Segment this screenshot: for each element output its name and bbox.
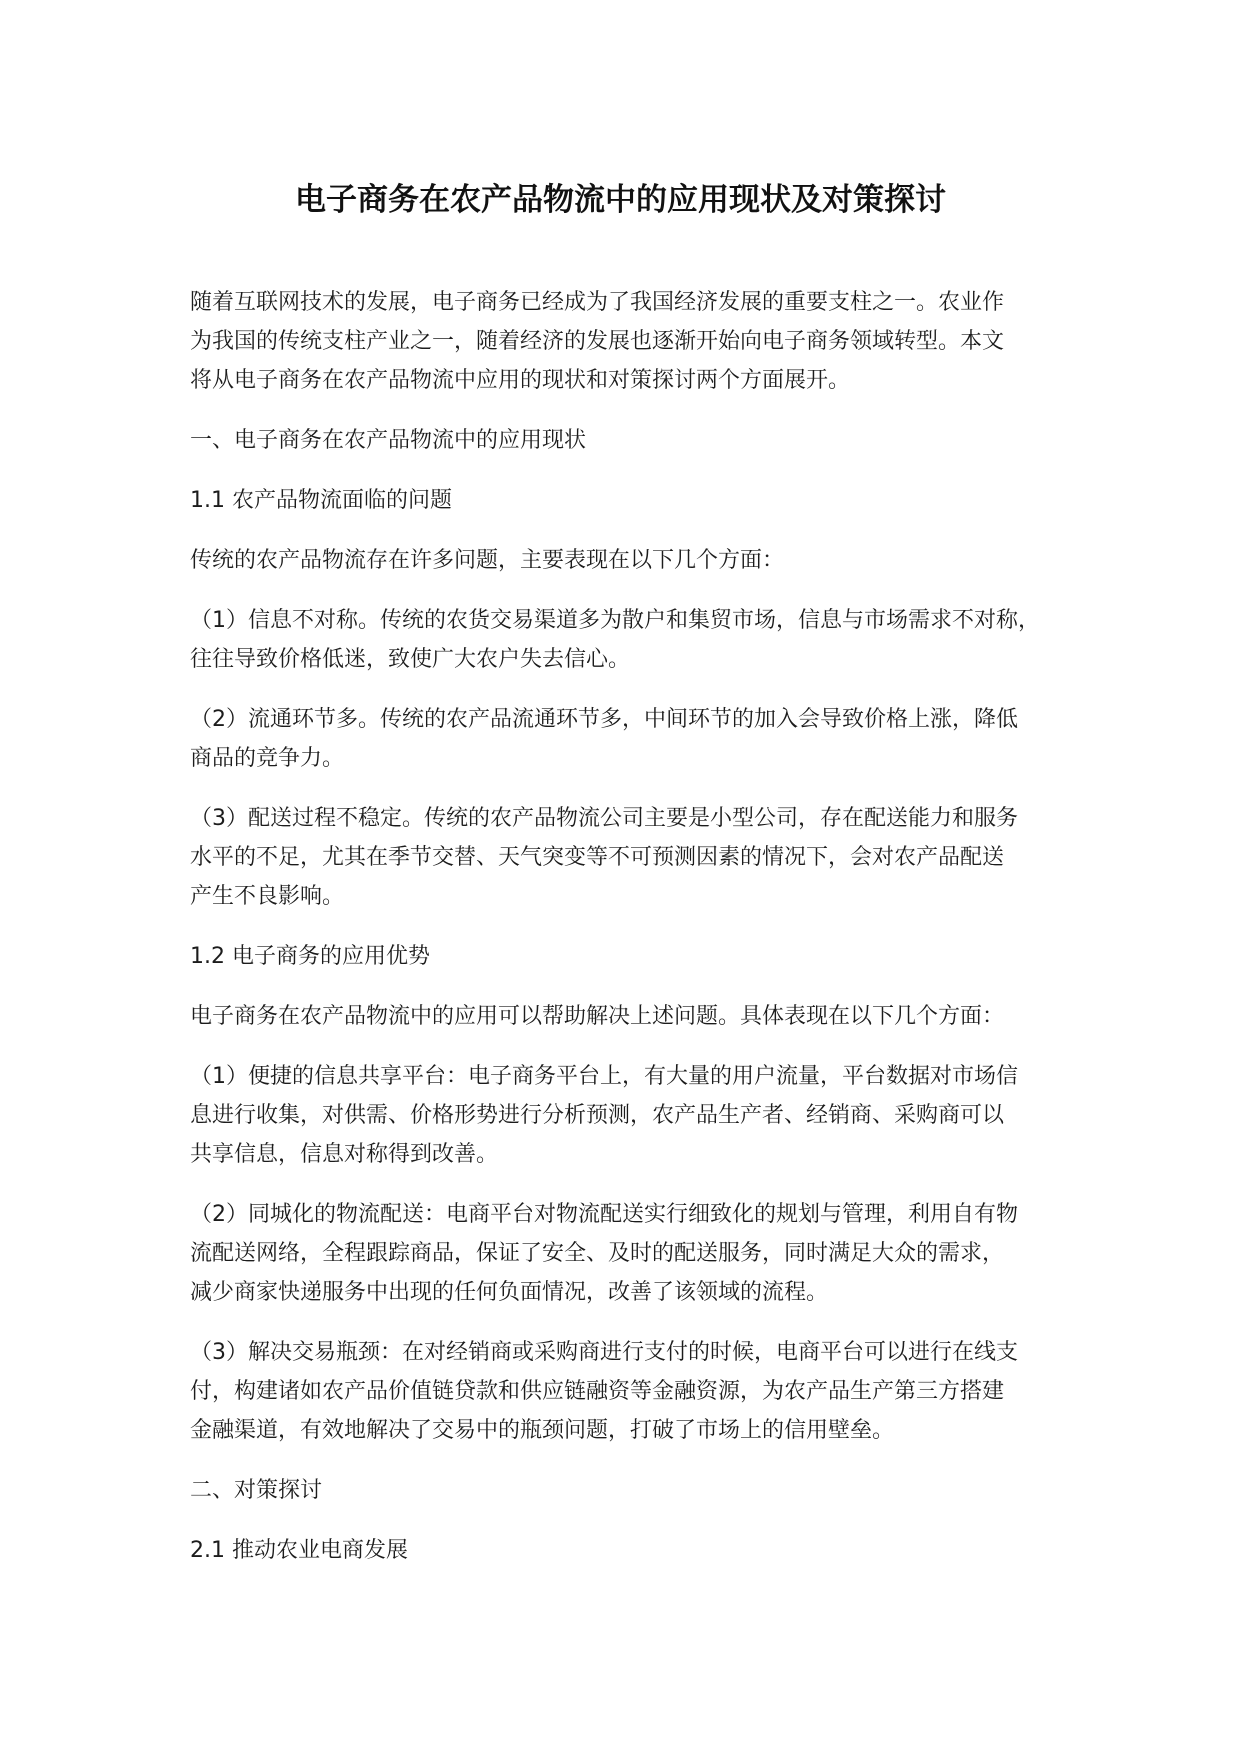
text-line: 2.1 推动农业电商发展	[190, 1538, 408, 1563]
text-line: 随着互联网技术的发展，电子商务已经成为了我国经济发展的重要支柱之一。农业作	[190, 290, 1005, 315]
text-line: 减少商家快递服务中出现的任何负面情况，改善了该领域的流程。	[190, 1280, 829, 1305]
text-line: 为我国的传统支柱产业之一，随着经济的发展也逐渐开始向电子商务领域转型。本文	[190, 329, 1005, 354]
text-line: 1.2 电子商务的应用优势	[190, 944, 430, 969]
paragraph-para-1-1-intro	[190, 541, 1080, 580]
text-line: （3）配送过程不稳定。传统的农产品物流公司主要是小型公司，存在配送能力和服务	[190, 806, 1018, 831]
paragraph-para-1-1-2	[190, 700, 1080, 778]
document-body	[190, 283, 1080, 1591]
text-line: 金融渠道，有效地解决了交易中的瓶颈问题，打破了市场上的信用壁垒。	[190, 1418, 895, 1443]
text-line: （2）流通环节多。传统的农产品流通环节多，中间环节的加入会导致价格上涨，降低	[190, 707, 1018, 732]
section-2-heading	[190, 1471, 1080, 1510]
text-line: （1）便捷的信息共享平台：电子商务平台上，有大量的用户流量，平台数据对市场信	[190, 1064, 1018, 1089]
section-1-heading	[190, 421, 1080, 460]
text-line: （3）解决交易瓶颈：在对经销商或采购商进行支付的时候，电商平台可以进行在线支	[190, 1340, 1018, 1365]
paragraph-para-1-2-intro	[190, 997, 1080, 1036]
subsection-1-2-heading	[190, 937, 1080, 976]
paragraph-para-1-1-3	[190, 799, 1080, 916]
text-line: （2）同城化的物流配送：电商平台对物流配送实行细致化的规划与管理，利用自有物	[190, 1202, 1018, 1227]
text-line: 往往导致价格低迷，致使广大农户失去信心。	[190, 647, 631, 672]
text-line: 流配送网络，全程跟踪商品，保证了安全、及时的配送服务，同时满足大众的需求，	[190, 1241, 1005, 1266]
text-line: 将从电子商务在农产品物流中应用的现状和对策探讨两个方面展开。	[190, 368, 851, 393]
paragraph-para-1-2-3	[190, 1333, 1080, 1450]
paragraph-intro	[190, 283, 1080, 400]
text-line: 产生不良影响。	[190, 884, 345, 909]
paragraph-para-1-2-1	[190, 1057, 1080, 1174]
document-title: 电子商务在农产品物流中的应用现状及对策探讨	[295, 182, 946, 218]
subsection-2-1-heading	[190, 1531, 1080, 1570]
text-line: 付，构建诸如农产品价值链贷款和供应链融资等金融资源，为农产品生产第三方搭建	[190, 1379, 1005, 1404]
paragraph-para-1-1-1	[190, 601, 1080, 679]
text-line: 1.1 农产品物流面临的问题	[190, 488, 452, 513]
subsection-1-1-heading	[190, 481, 1080, 520]
text-line: 共享信息，信息对称得到改善。	[190, 1142, 499, 1167]
text-line: 传统的农产品物流存在许多问题，主要表现在以下几个方面：	[190, 548, 785, 573]
text-line: 二、对策探讨	[190, 1478, 323, 1503]
text-line: 水平的不足，尤其在季节交替、天气突变等不可预测因素的情况下，会对农产品配送	[190, 845, 1005, 870]
text-line: 一、电子商务在农产品物流中的应用现状	[190, 428, 587, 453]
text-line: 商品的竞争力。	[190, 746, 345, 771]
text-line: 息进行收集，对供需、价格形势进行分析预测，农产品生产者、经销商、采购商可以	[190, 1103, 1005, 1128]
text-line: 电子商务在农产品物流中的应用可以帮助解决上述问题。具体表现在以下几个方面：	[190, 1004, 1005, 1029]
paragraph-para-1-2-2	[190, 1195, 1080, 1312]
text-line: （1）信息不对称。传统的农货交易渠道多为散户和集贸市场，信息与市场需求不对称，	[190, 608, 1040, 633]
